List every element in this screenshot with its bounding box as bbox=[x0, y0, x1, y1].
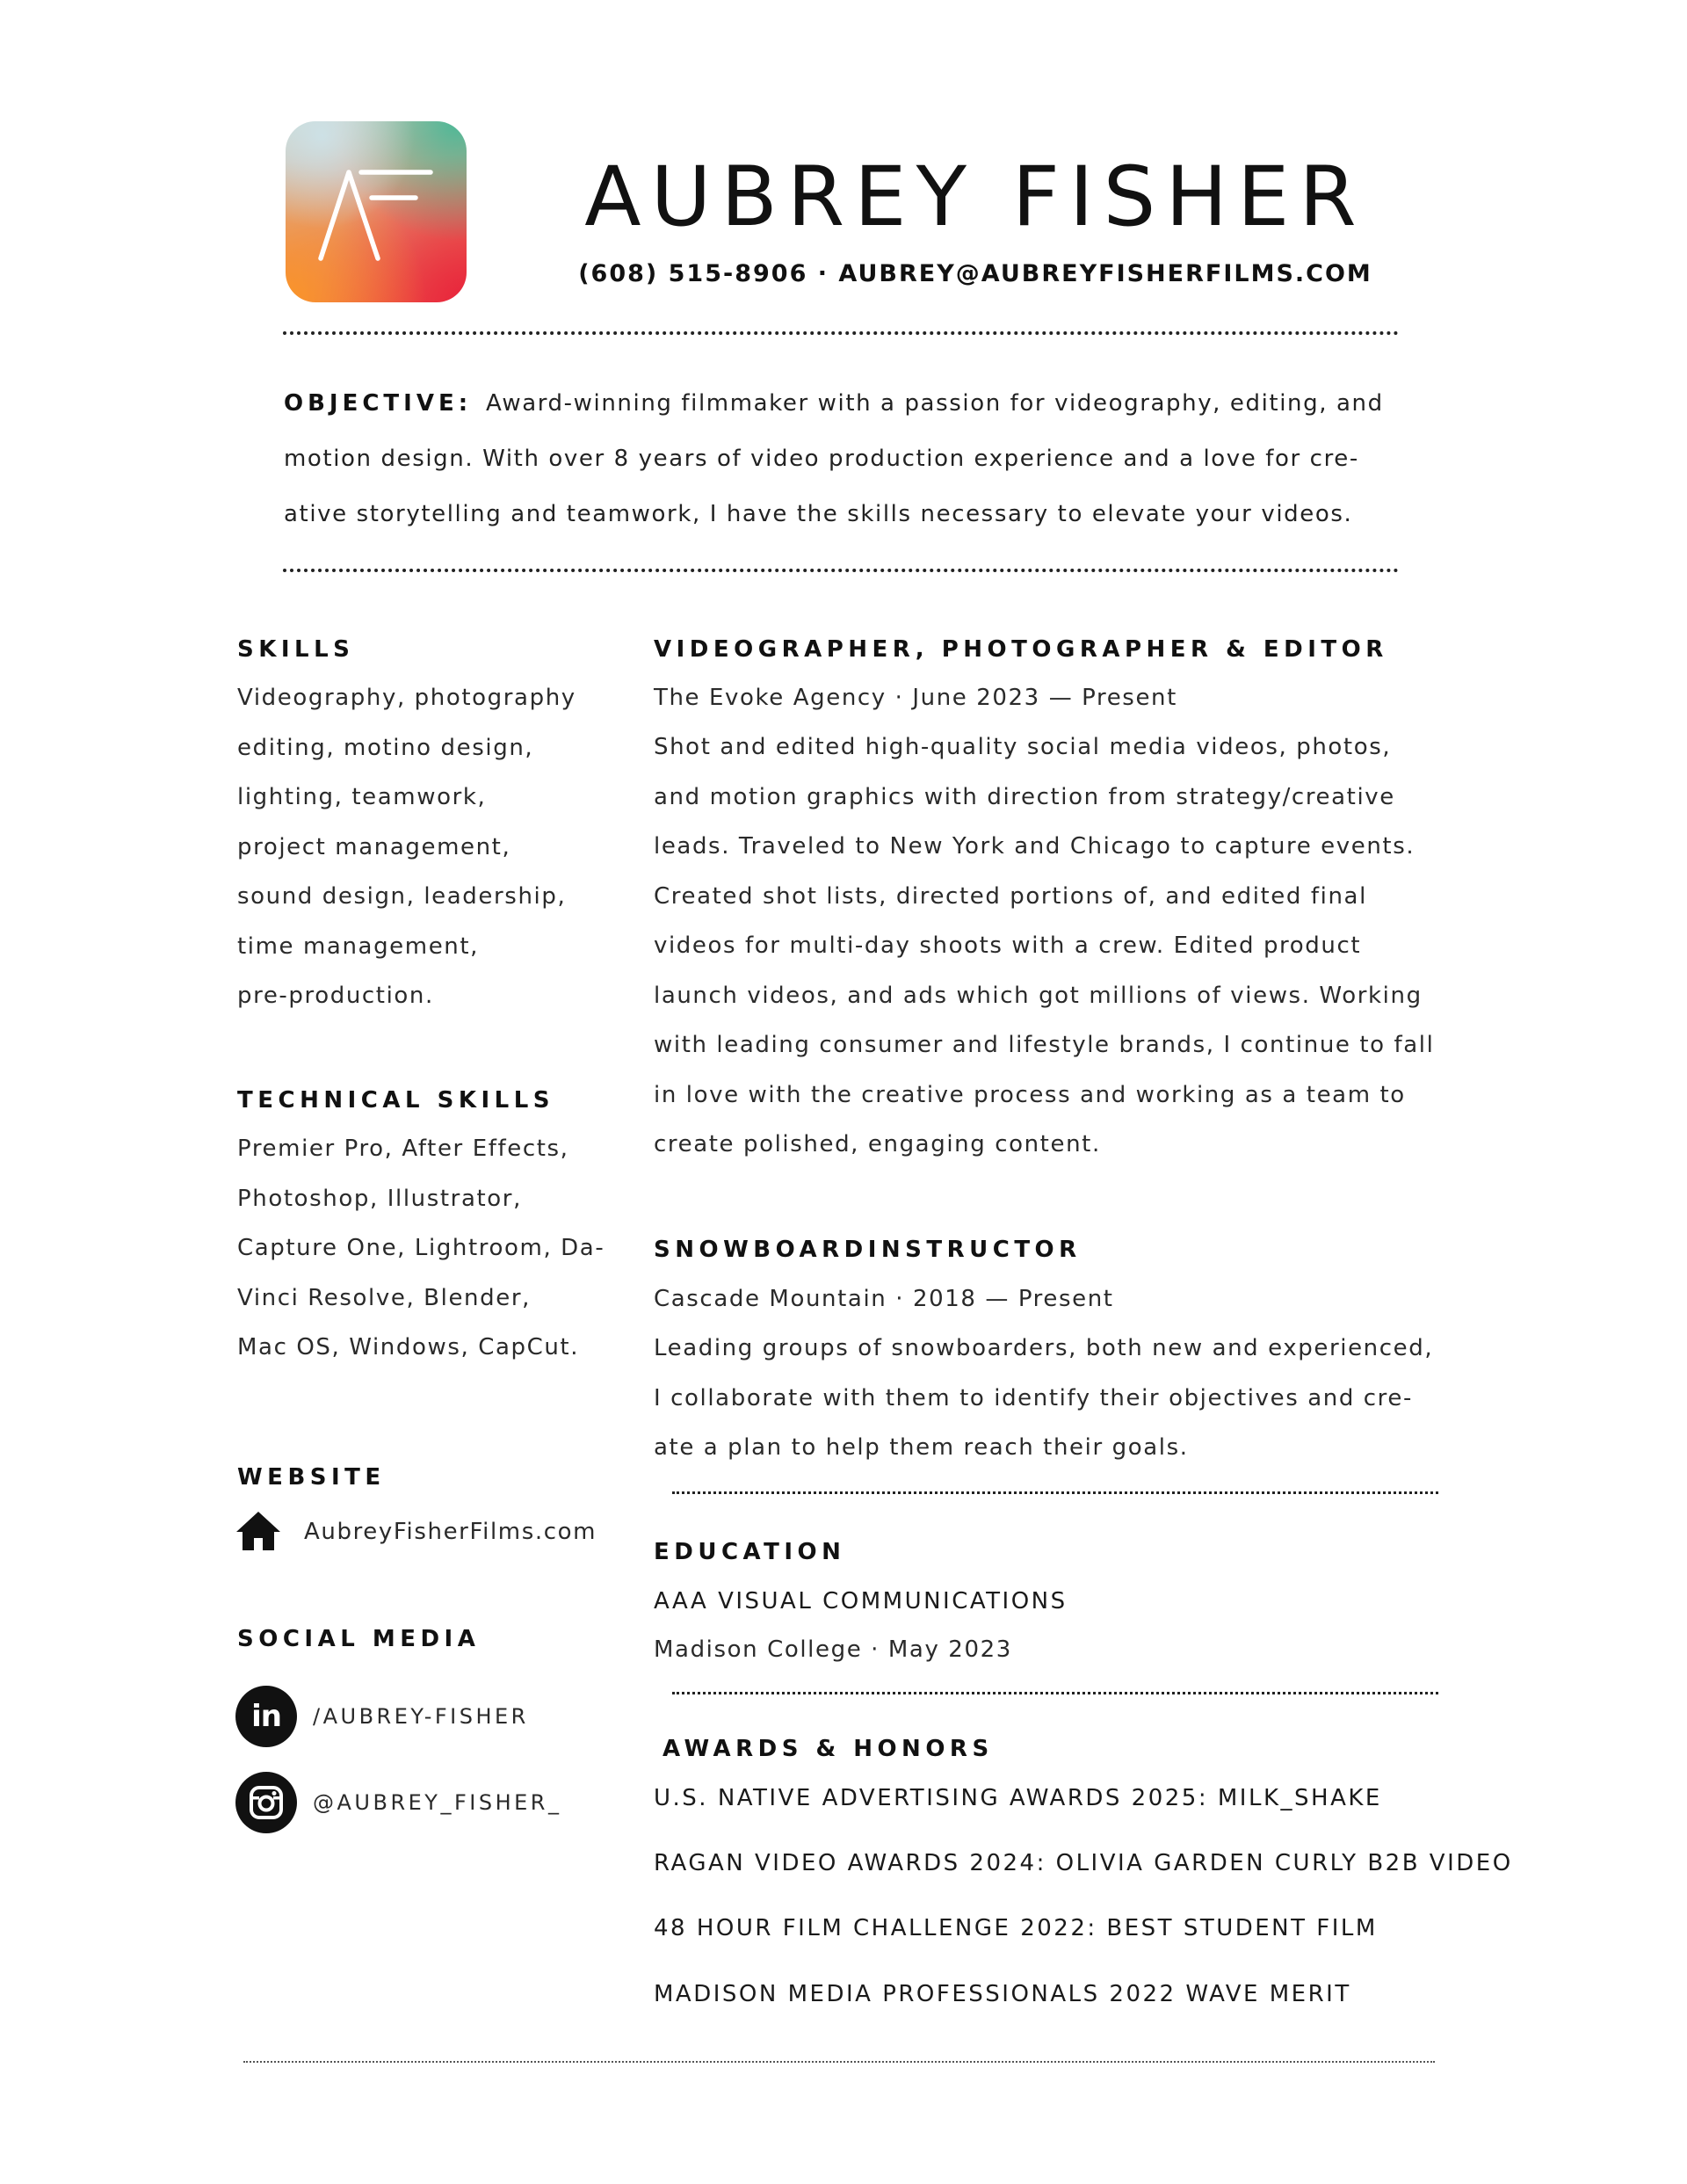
job-description-line: Shot and edited high-quality social media videos, photos, bbox=[654, 734, 1392, 760]
linkedin-icon: in bbox=[235, 1686, 297, 1747]
job-description-line: Leading groups of snowboarders, both new and experienced, bbox=[654, 1335, 1434, 1361]
af-monogram-icon bbox=[286, 121, 467, 302]
skill-line: pre-production. bbox=[237, 983, 434, 1009]
website-link[interactable]: AubreyFisherFilms.com bbox=[304, 1519, 597, 1545]
skill-line: Videography, photography bbox=[237, 685, 576, 711]
job-description-line: ate a plan to help them reach their goals. bbox=[654, 1434, 1189, 1461]
social-linkedin[interactable] bbox=[235, 1686, 529, 1747]
technical-skill-line: Photoshop, Illustrator, bbox=[237, 1185, 522, 1212]
job-description-line: with leading consumer and lifestyle brands, I continue to fall bbox=[654, 1032, 1435, 1058]
instagram-handle[interactable]: @AUBREY_FISHER_ bbox=[313, 1790, 562, 1815]
award-item: MADISON MEDIA PROFESSIONALS 2022 WAVE MERIT bbox=[654, 1981, 1351, 2007]
instagram-icon bbox=[235, 1772, 297, 1833]
job-description-line: and motion graphics with direction from strategy/creative bbox=[654, 783, 1395, 810]
website-heading: WEBSITE bbox=[237, 1464, 386, 1491]
technical-skill-line: Premier Pro, After Effects, bbox=[237, 1136, 569, 1162]
job-description bbox=[654, 1324, 1433, 1473]
job-meta: The Evoke Agency · June 2023 — Present bbox=[654, 685, 1177, 711]
objective-text: Award-winning filmmaker with a passion for videography, editing, and motion design. With over 8 years of video production experience and a love for cre- ative storytelling and teamwork, I have the skills necessary to elevate your videos. bbox=[284, 390, 1384, 527]
job-title: SNOWBOARDINSTRUCTOR bbox=[654, 1237, 1082, 1263]
award-item: RAGAN VIDEO AWARDS 2024: OLIVIA GARDEN CURLY B2B VIDEO bbox=[654, 1850, 1513, 1876]
social-instagram[interactable] bbox=[235, 1772, 561, 1833]
skill-line: lighting, teamwork, bbox=[237, 784, 487, 810]
award-item: U.S. NATIVE ADVERTISING AWARDS 2025: MILK_SHAKE bbox=[654, 1785, 1382, 1811]
objective-label: OBJECTIVE: bbox=[284, 390, 473, 417]
job-title: VIDEOGRAPHER, PHOTOGRAPHER & EDITOR bbox=[654, 636, 1388, 663]
job-description-line: launch videos, and ads which got millions of views. Working bbox=[654, 982, 1423, 1009]
technical-skills-list bbox=[237, 1124, 605, 1373]
logo bbox=[286, 121, 467, 302]
social-media-heading: SOCIAL MEDIA bbox=[237, 1626, 481, 1652]
technical-skill-line: Capture One, Lightroom, Da- bbox=[237, 1235, 605, 1261]
job-description-line: videos for multi-day shoots with a crew. Edited product bbox=[654, 932, 1362, 959]
technical-skill-line: Mac OS, Windows, CapCut. bbox=[237, 1334, 580, 1360]
contact-info: (608) 515-8906 · AUBREY@AUBREYFISHERFILMS.COM bbox=[578, 260, 1372, 287]
job-description-line: Created shot lists, directed portions of, and edited final bbox=[654, 882, 1367, 910]
skill-line: time management, bbox=[237, 932, 480, 960]
job-description-line: in love with the creative process and working as a team to bbox=[654, 1081, 1406, 1108]
education-school: Madison College · May 2023 bbox=[654, 1636, 1012, 1663]
job-description-line: leads. Traveled to New York and Chicago to capture events. bbox=[654, 833, 1415, 860]
skills-list bbox=[237, 673, 576, 1021]
linkedin-handle[interactable]: /AUBREY-FISHER bbox=[313, 1704, 529, 1729]
footer-divider bbox=[243, 2061, 1435, 2063]
job-meta: Cascade Mountain · 2018 — Present bbox=[654, 1286, 1114, 1312]
skills-heading: SKILLS bbox=[237, 636, 355, 663]
divider bbox=[672, 1692, 1438, 1694]
awards-heading: AWARDS & HONORS bbox=[662, 1736, 994, 1762]
divider bbox=[672, 1491, 1438, 1494]
page-title: AUBREY FISHER bbox=[584, 149, 1366, 245]
award-item: 48 HOUR FILM CHALLENGE 2022: BEST STUDENT FILM bbox=[654, 1915, 1378, 1941]
divider bbox=[283, 569, 1399, 572]
education-heading: EDUCATION bbox=[654, 1539, 846, 1565]
job-description bbox=[654, 722, 1434, 1170]
technical-skills-heading: TECHNICAL SKILLS bbox=[237, 1087, 554, 1114]
job-description-line: create polished, engaging content. bbox=[654, 1131, 1101, 1157]
job-description-line: I collaborate with them to identify their objectives and cre- bbox=[654, 1384, 1413, 1411]
home-icon bbox=[234, 1509, 283, 1553]
education-degree: AAA VISUAL COMMUNICATIONS bbox=[654, 1588, 1068, 1614]
skill-line: editing, motino design, bbox=[237, 734, 534, 761]
skill-line: sound design, leadership, bbox=[237, 883, 567, 910]
technical-skill-line: Vinci Resolve, Blender, bbox=[237, 1284, 531, 1311]
divider bbox=[283, 331, 1399, 335]
skill-line: project management, bbox=[237, 833, 511, 860]
objective bbox=[284, 376, 1417, 542]
